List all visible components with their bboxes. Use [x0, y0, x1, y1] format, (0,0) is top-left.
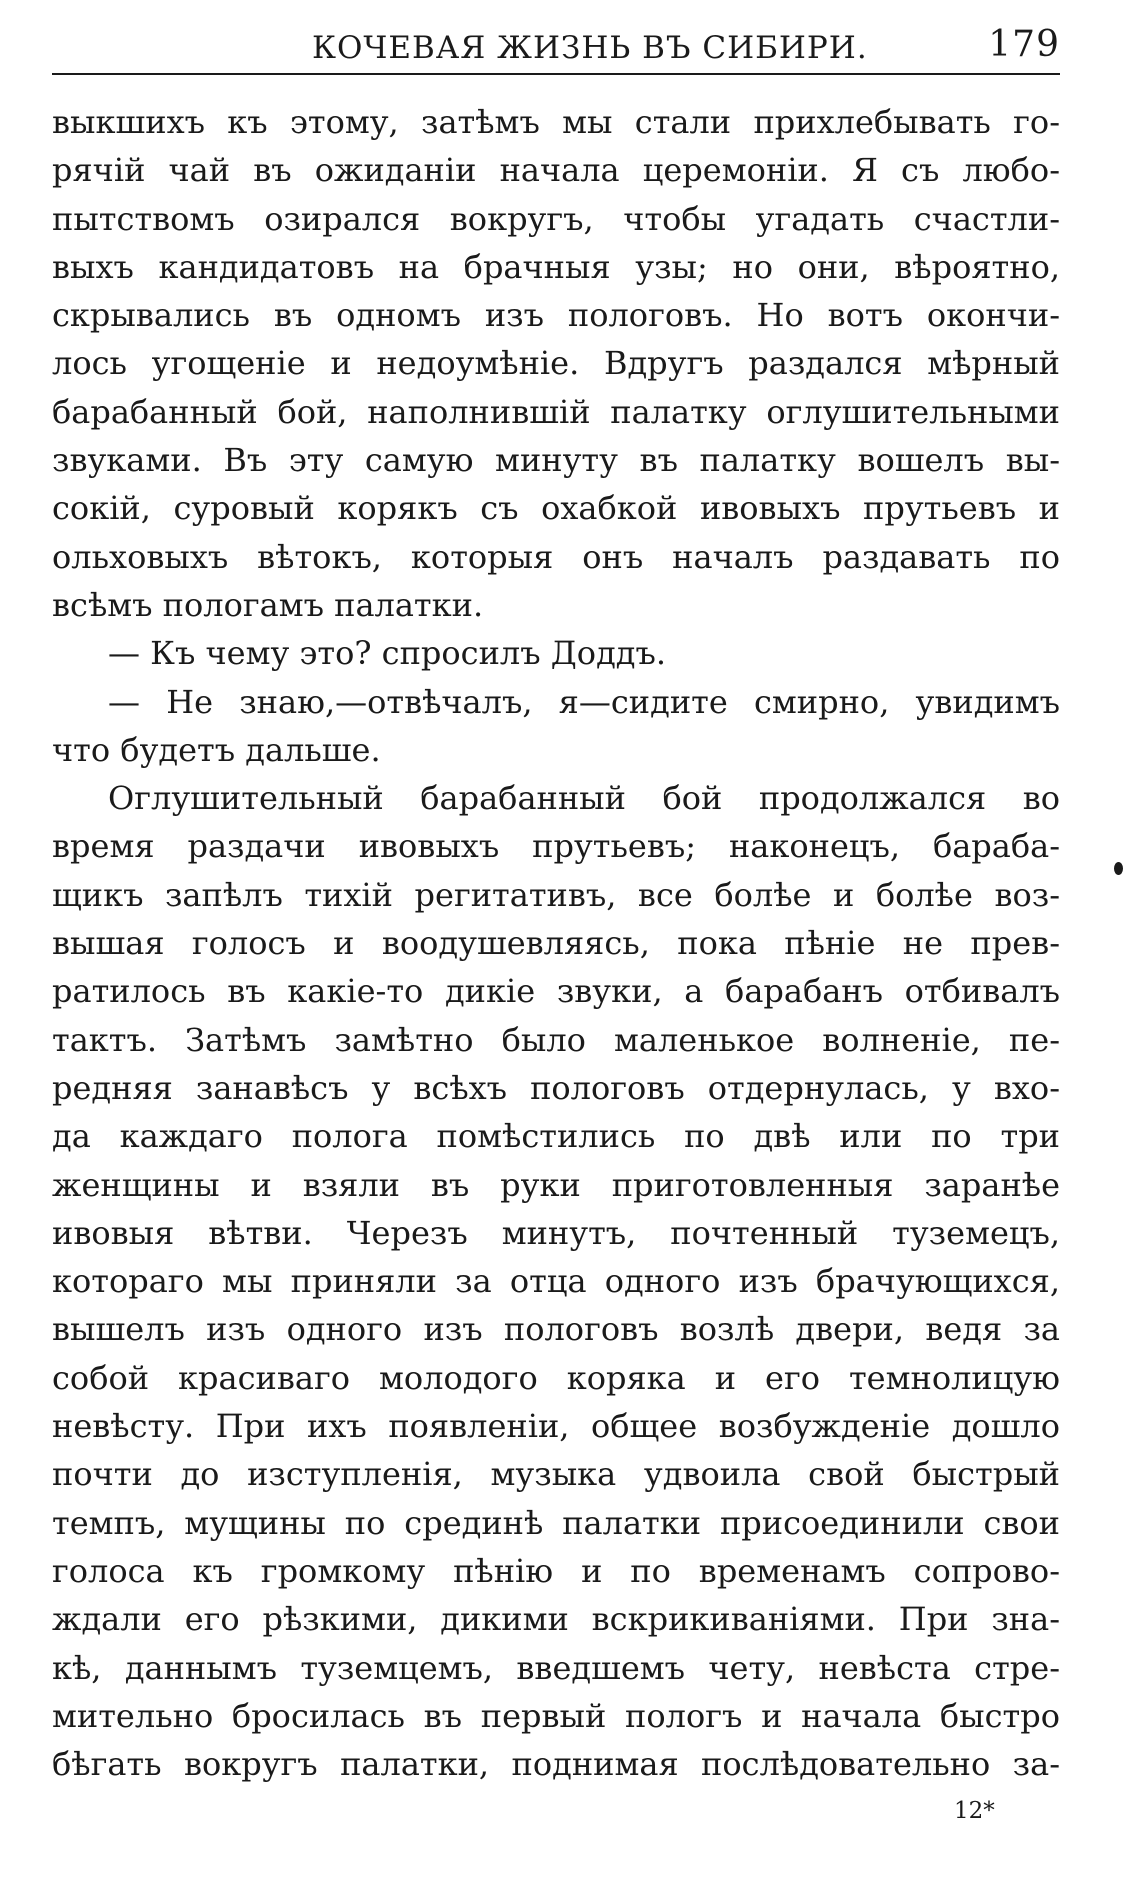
text-line: ратилось въ какіе-то дикіе звуки, а барабанъ отбивалъ — [52, 972, 1060, 1011]
text-line: невѣсту. При ихъ появленіи, общее возбужденіе дошло — [52, 1407, 1060, 1446]
text-line: кѣ, даннымъ туземцемъ, введшемъ чету, невѣста стре- — [52, 1648, 1060, 1687]
text-line: вышая голосъ и воодушевляясь, пока пѣніе не прев- — [52, 924, 1060, 963]
text-line: рячій чай въ ожиданіи начала церемоніи. Я съ любо- — [52, 151, 1060, 190]
margin-ink-dot — [1114, 862, 1123, 875]
text-line: время раздачи ивовыхъ прутьевъ; наконецъ, бараба- — [52, 827, 1060, 866]
text-line: выхъ кандидатовъ на брачныя узы; но они, вѣроятно, — [52, 247, 1060, 286]
text-line: пытствомъ озирался вокругъ, чтобы угадать счастли- — [52, 199, 1060, 238]
text-line: что будетъ дальше. — [52, 730, 381, 769]
text-line: скрывались въ одномъ изъ пологовъ. Но вотъ окончи- — [52, 296, 1060, 335]
text-line: вышелъ изъ одного изъ пологовъ возлѣ двери, ведя за — [52, 1310, 1060, 1349]
text-line: почти до изступленія, музыка удвоила свой быстрый — [52, 1455, 1060, 1494]
text-line: тактъ. Затѣмъ замѣтно было маленькое волненіе, пе- — [52, 1020, 1060, 1059]
paragraph-start-line: Оглушительный барабанный бой продолжался во — [108, 779, 1060, 818]
text-line: ждали его рѣзкими, дикими вскрикиваніями. При зна- — [52, 1600, 1060, 1639]
page-number: 179 — [988, 24, 1060, 65]
text-line: лось угощеніе и недоумѣніе. Вдругъ раздался мѣрный — [52, 344, 1060, 383]
running-head — [52, 22, 1060, 70]
text-line: да каждаго полога помѣстились по двѣ или по три — [52, 1117, 1060, 1156]
header-rule — [52, 73, 1060, 75]
dialogue-line: — Не знаю,—отвѣчалъ, я—сидите смирно, увидимъ — [108, 682, 1060, 721]
text-line: ивовыя вѣтви. Черезъ минутъ, почтенный туземецъ, — [52, 1213, 1060, 1252]
text-line: бѣгать вокругъ палатки, поднимая послѣдовательно за- — [52, 1745, 1060, 1784]
dialogue-line: — Къ чему это? спросилъ Доддъ. — [108, 634, 666, 673]
text-line: всѣмъ пологамъ палатки. — [52, 585, 484, 624]
text-line: щикъ запѣлъ тихій регитативъ, все болѣе и болѣе воз- — [52, 875, 1060, 914]
text-line: собой красиваго молодого коряка и его темнолицую — [52, 1358, 1060, 1397]
text-line: голоса къ громкому пѣнію и по временамъ сопрово- — [52, 1551, 1060, 1590]
text-line: звуками. Въ эту самую минуту въ палатку вошелъ вы- — [52, 441, 1060, 480]
signature-mark: 12* — [954, 1798, 995, 1824]
text-line: ольховыхъ вѣтокъ, которыя онъ началъ раздавать по — [52, 537, 1060, 576]
text-line: сокій, суровый корякъ съ охабкой ивовыхъ прутьевъ и — [52, 489, 1060, 528]
text-line: выкшихъ къ этому, затѣмъ мы стали прихлебывать го- — [52, 103, 1060, 141]
body-text — [52, 98, 1060, 1788]
text-line: женщины и взяли въ руки приготовленныя заранѣе — [52, 1165, 1060, 1204]
text-line: темпъ, мущины по срединѣ палатки присоединили свои — [52, 1503, 1060, 1542]
text-line: котораго мы приняли за отца одного изъ брачующихся, — [52, 1262, 1060, 1301]
text-line: мительно бросилась въ первый пологъ и начала быстро — [52, 1696, 1060, 1735]
text-line: редняя занавѣсъ у всѣхъ пологовъ отдернулась, у вхо- — [52, 1068, 1060, 1107]
text-line: барабанный бой, наполнившій палатку оглушительными — [52, 392, 1060, 431]
running-title: КОЧЕВАЯ ЖИЗНЬ ВЪ СИБИРИ. — [312, 30, 868, 66]
